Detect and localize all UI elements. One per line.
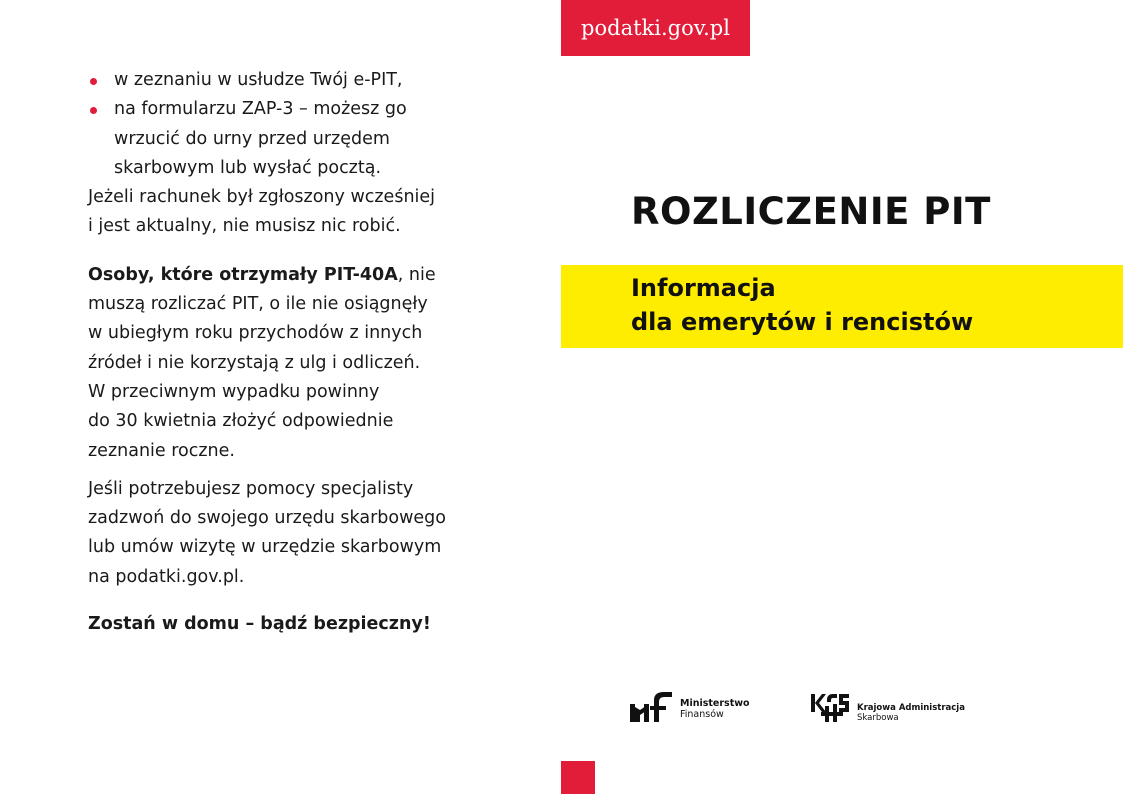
list-item [88,95,488,183]
mf-logo-text [680,698,750,720]
bullet-line: na formularzu ZAP-3 – możesz go [114,99,407,120]
text-line: Jeżeli rachunek był zgłoszony wcześniej [88,187,436,208]
text-line: i jest aktualny, nie musisz nic robić. [88,216,401,237]
bullet-line: wrzucić do urny przed urzędem [114,128,390,149]
kas-logo-line: Skarbowa [857,713,899,723]
kas-logo-text [857,703,965,723]
text-line: zadzwoń do swojego urzędu skarbowego [88,508,446,529]
pit40a-heading: Osoby, które otrzymały PIT-40A [88,264,398,285]
mf-emblem-icon [630,690,674,722]
left-column [88,66,488,639]
text-line: lub umów wizytę w urzędzie skarbowym [88,537,442,558]
bullet-text: w zeznaniu w usłudze Twój e-PIT, [114,70,403,90]
subtitle-banner [561,265,1123,348]
brand-label: podatki.gov.pl [561,0,750,56]
text-line: źródeł i nie korzystają z ulg i odliczeń. [88,352,421,373]
subtitle [631,271,973,339]
kas-logo [811,692,965,724]
text-line: muszą rozliczać PIT, o ile nie osiągnęły [88,294,428,315]
closing-message: Zostań w domu – bądź bezpieczny! [88,614,431,635]
list-item [88,66,488,95]
bullet-list [88,66,488,183]
text-line: zeznanie roczne. [88,440,235,461]
text-fragment: , nie [397,264,436,285]
ministry-of-finance-logo [630,690,750,722]
paragraph-account [88,183,488,242]
text-line: do 30 kwietnia złożyć odpowiednie [88,411,394,432]
kas-emblem-icon [811,692,851,724]
mf-logo-line: Ministerstwo [680,698,750,709]
page-title: ROZLICZENIE PIT [631,190,991,233]
bullet-line: skarbowym lub wysłać pocztą. [114,157,382,178]
paragraph-pit40a [88,261,488,466]
text-line: Jeśli potrzebujesz pomocy specjalisty [88,478,414,499]
paragraph-help [88,475,488,592]
text-line: W przeciwnym wypadku powinny [88,381,380,402]
mf-logo-line: Finansów [680,709,724,720]
decorative-red-square [561,761,595,794]
kas-logo-line: Krajowa Administracja [857,703,965,713]
bullet-dot-icon [90,107,97,114]
text-line: na podatki.gov.pl. [88,566,245,587]
text-line: w ubiegłym roku przychodów z innych [88,323,423,344]
subtitle-line: Informacja [631,274,776,302]
bullet-dot-icon [90,78,97,85]
subtitle-line: dla emerytów i rencistów [631,308,974,336]
